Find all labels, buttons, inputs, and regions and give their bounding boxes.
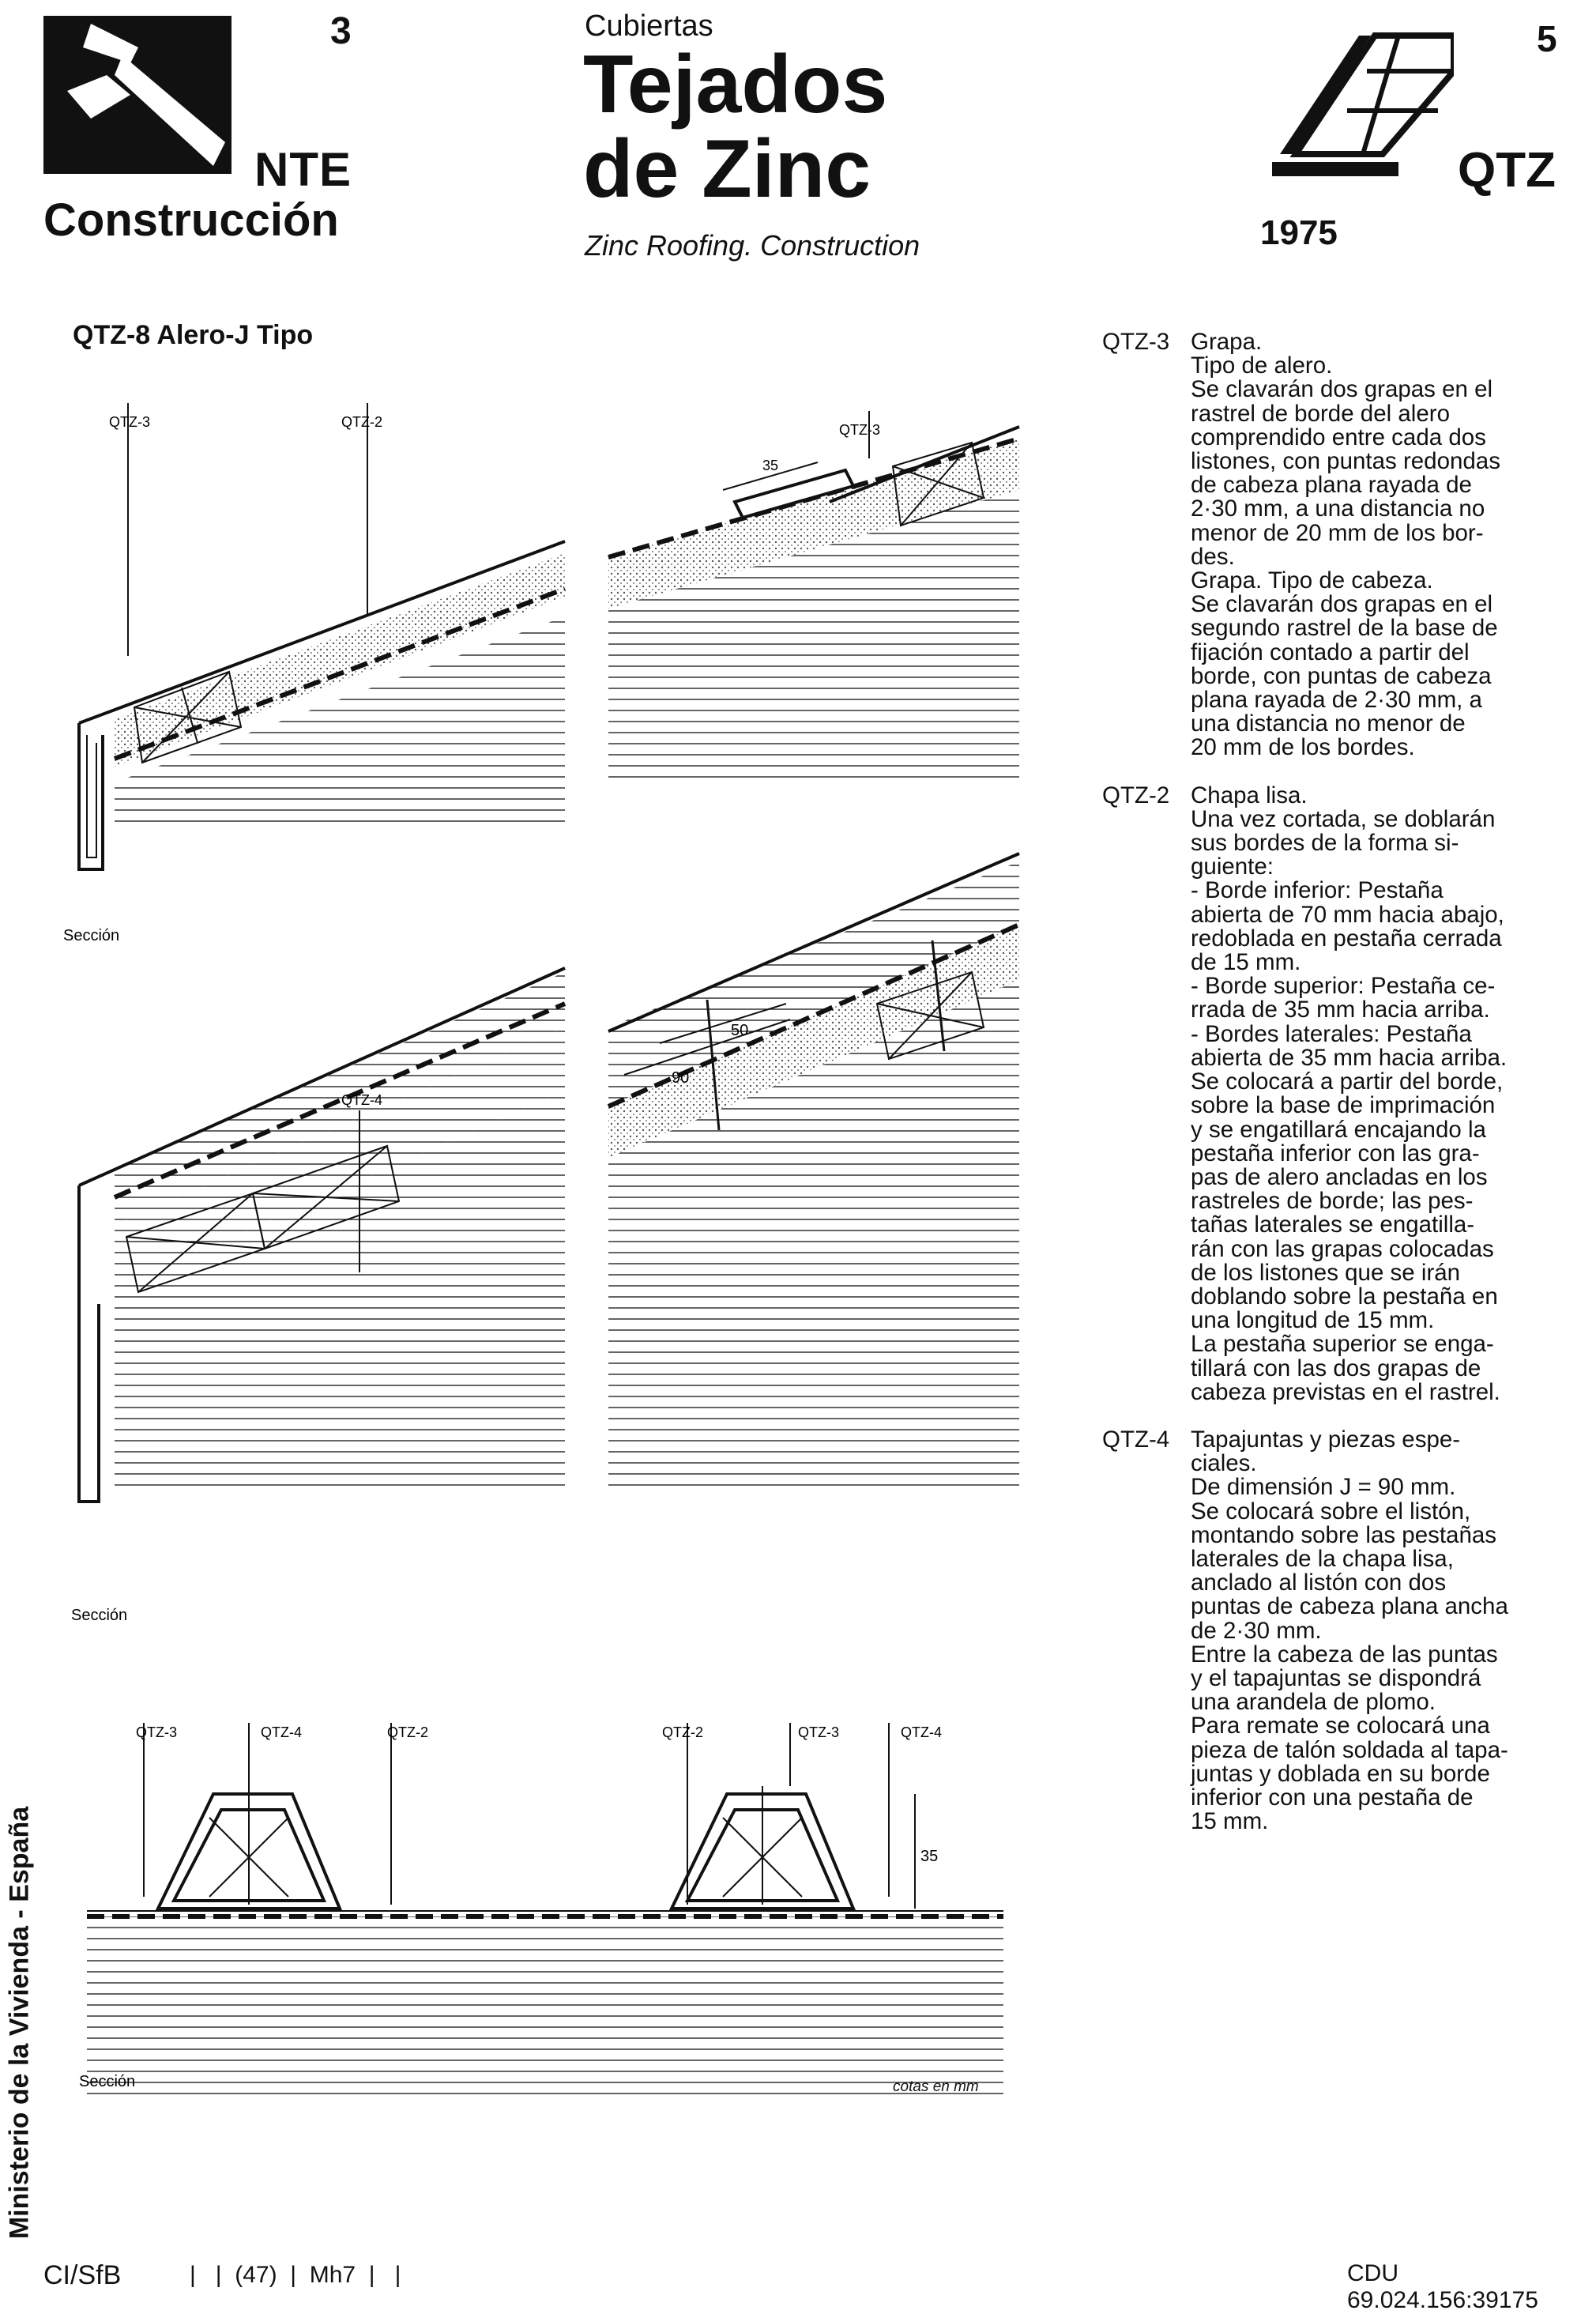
dimension-note: cotas en mm — [893, 2078, 979, 2095]
label-qtz3-d: QTZ-3 — [798, 1724, 839, 1740]
spec-line: Grapa. Tipo de cabeza. — [1191, 567, 1433, 594]
section-2-right — [608, 854, 1019, 1494]
spec-line: montando sobre las pestañas — [1191, 1521, 1497, 1548]
logo-number: 3 — [330, 10, 352, 52]
category: Cubiertas — [585, 9, 713, 43]
section-label-3: Sección — [79, 2073, 136, 2090]
spec-line: Grapa. — [1191, 329, 1263, 355]
section-label-1: Sección — [63, 927, 120, 944]
spec-line: puntas de cabeza plana ancha — [1191, 1593, 1508, 1620]
spec-line: Para remate se colocará una — [1191, 1713, 1490, 1739]
trowel-icon — [43, 16, 231, 174]
label-qtz3-c: QTZ-3 — [136, 1724, 177, 1740]
section-label-2: Sección — [71, 1607, 128, 1624]
spec-line: de los listones que se irán — [1191, 1259, 1461, 1286]
cdu-label: CDU 69.024.156:39175 — [1347, 2260, 1538, 2313]
spec-line: inferior con una pestaña de — [1191, 1784, 1474, 1811]
label-qtz4-a: QTZ-4 — [341, 1092, 382, 1108]
year: 1975 — [1260, 213, 1338, 252]
spec-line: guiente: — [1191, 854, 1274, 880]
spec-line: 15 mm. — [1191, 1808, 1269, 1835]
spec-line: ciales. — [1191, 1450, 1257, 1477]
spec-body — [1191, 1428, 1568, 1833]
label-dim35: 35 — [762, 458, 779, 473]
spec-line: sobre la base de imprimación — [1191, 1092, 1496, 1119]
label-dim50: 50 — [731, 1022, 749, 1039]
spec-line: 2·30 mm, a una distancia no — [1191, 496, 1485, 522]
label-dim35b: 35 — [920, 1848, 939, 1865]
spec-line: de cabeza plana rayada de — [1191, 472, 1472, 499]
spec-line: laterales de la chapa lisa, — [1191, 1545, 1454, 1572]
label-qtz3-a: QTZ-3 — [109, 414, 150, 430]
label-qtz2-d: QTZ-2 — [662, 1724, 703, 1740]
label-qtz4-c: QTZ-4 — [261, 1724, 302, 1740]
spec-line: Tapajuntas y piezas espe- — [1191, 1426, 1461, 1453]
qtz-code: QTZ — [1458, 143, 1556, 198]
eave-detail-drawing — [47, 395, 1051, 2134]
spec-line: juntas y doblada en su borde — [1191, 1760, 1490, 1787]
spec-line: rastreles de borde; las pes- — [1191, 1188, 1474, 1215]
spec-line: pieza de talón soldada al tapa- — [1191, 1736, 1508, 1763]
figure-title: QTZ-8 Alero-J Tipo — [73, 320, 314, 350]
spec-line: rastrel de borde del alero — [1191, 400, 1450, 427]
cisfb-label: CI/SfB — [43, 2260, 122, 2290]
spec-line: de 15 mm. — [1191, 949, 1301, 976]
spec-line: anclado al listón con dos — [1191, 1570, 1447, 1596]
spec-body — [1191, 784, 1568, 1404]
spec-line: cabeza previstas en el rastrel. — [1191, 1378, 1500, 1405]
label-qtz3-b: QTZ-3 — [839, 422, 880, 438]
construccion-label: Construcción — [43, 194, 339, 246]
section-3 — [87, 1723, 1003, 2098]
spec-line: y se engatillará encajando la — [1191, 1116, 1486, 1143]
ministry-text: Ministerio de la Vivienda - España — [4, 1806, 35, 2240]
spec-line: listones, con puntas redondas — [1191, 448, 1500, 475]
specification-text — [1102, 330, 1568, 1857]
spec-line: segundo rastrel de la base de — [1191, 615, 1498, 642]
spec-line: plana rayada de 2·30 mm, a — [1191, 687, 1482, 714]
spec-line: y el tapajuntas se dispondrá — [1191, 1664, 1481, 1691]
cisfb-box: | | (47) | Mh7 | | — [190, 2262, 401, 2288]
spec-line: 20 mm de los bordes. — [1191, 734, 1415, 761]
roof-icon — [1264, 24, 1454, 194]
spec-line: Tipo de alero. — [1191, 352, 1333, 379]
page-title-line2: de Zinc — [583, 123, 871, 215]
spec-line: fijación contado a partir del — [1191, 639, 1470, 665]
label-qtz4-d: QTZ-4 — [901, 1724, 942, 1740]
nte-label: NTE — [254, 143, 352, 196]
spec-line: menor de 20 mm de los bor- — [1191, 519, 1484, 546]
spec-line: La pestaña superior se enga- — [1191, 1331, 1494, 1358]
spec-body — [1191, 330, 1568, 760]
spec-line: De dimensión J = 90 mm. — [1191, 1474, 1456, 1501]
spec-line: - Borde superior: Pestaña ce- — [1191, 973, 1496, 1000]
spec-line: abierta de 35 mm hacia arriba. — [1191, 1044, 1508, 1071]
spec-line: una longitud de 15 mm. — [1191, 1307, 1435, 1334]
ministry-side-label — [0, 1778, 40, 2268]
sheet-number: 5 — [1537, 18, 1557, 59]
spec-line: - Borde inferior: Pestaña — [1191, 877, 1444, 904]
spec-line: una arandela de plomo. — [1191, 1689, 1436, 1716]
spec-code: QTZ-3 — [1102, 329, 1170, 355]
spec-line: redoblada en pestaña cerrada — [1191, 925, 1502, 952]
label-qtz2-c: QTZ-2 — [387, 1724, 428, 1740]
spec-line: - Bordes laterales: Pestaña — [1191, 1020, 1472, 1047]
section-1-left — [79, 403, 565, 869]
spec-line: tillará con las dos grapas de — [1191, 1355, 1481, 1381]
spec-code: QTZ-4 — [1102, 1426, 1170, 1453]
section-2-left — [79, 968, 565, 1502]
spec-line: Se clavarán dos grapas en el — [1191, 591, 1493, 618]
spec-line: de 2·30 mm. — [1191, 1617, 1322, 1644]
spec-line: Chapa lisa. — [1191, 782, 1308, 808]
spec-line: pestaña inferior con las gra- — [1191, 1140, 1480, 1166]
label-dim90: 90 — [672, 1069, 690, 1087]
spec-line: sus bordes de la forma si- — [1191, 830, 1459, 857]
section-1-right — [608, 411, 1019, 782]
spec-line: una distancia no menor de — [1191, 710, 1466, 737]
spec-line: Entre la cabeza de las puntas — [1191, 1641, 1498, 1668]
spec-line: tañas laterales se engatilla- — [1191, 1212, 1475, 1238]
spec-line: Se colocará sobre el listón, — [1191, 1498, 1471, 1524]
spec-line: Se colocará a partir del borde, — [1191, 1068, 1504, 1095]
spec-code: QTZ-2 — [1102, 782, 1170, 808]
spec-line: Se clavarán dos grapas en el — [1191, 376, 1493, 403]
spec-entry-qtz3 — [1102, 330, 1568, 760]
spec-line: comprendido entre cada dos — [1191, 424, 1486, 450]
label-qtz2-a: QTZ-2 — [341, 414, 382, 430]
nte-logo — [43, 16, 231, 174]
spec-entry-qtz2 — [1102, 784, 1568, 1404]
spec-line: doblando sobre la pestaña en — [1191, 1283, 1498, 1310]
spec-line: Una vez cortada, se doblarán — [1191, 805, 1496, 832]
spec-line: rrada de 35 mm hacia arriba. — [1191, 997, 1490, 1023]
page-title-line1: Tejados — [583, 39, 888, 130]
spec-entry-qtz4 — [1102, 1428, 1568, 1833]
spec-line: abierta de 70 mm hacia abajo, — [1191, 901, 1504, 928]
spec-line: rán con las grapas colocadas — [1191, 1235, 1494, 1262]
spec-line: borde, con puntas de cabeza — [1191, 662, 1492, 689]
spec-line: pas de alero ancladas en los — [1191, 1163, 1488, 1190]
page-subtitle: Zinc Roofing. Construction — [585, 229, 920, 262]
spec-line: des. — [1191, 543, 1235, 570]
